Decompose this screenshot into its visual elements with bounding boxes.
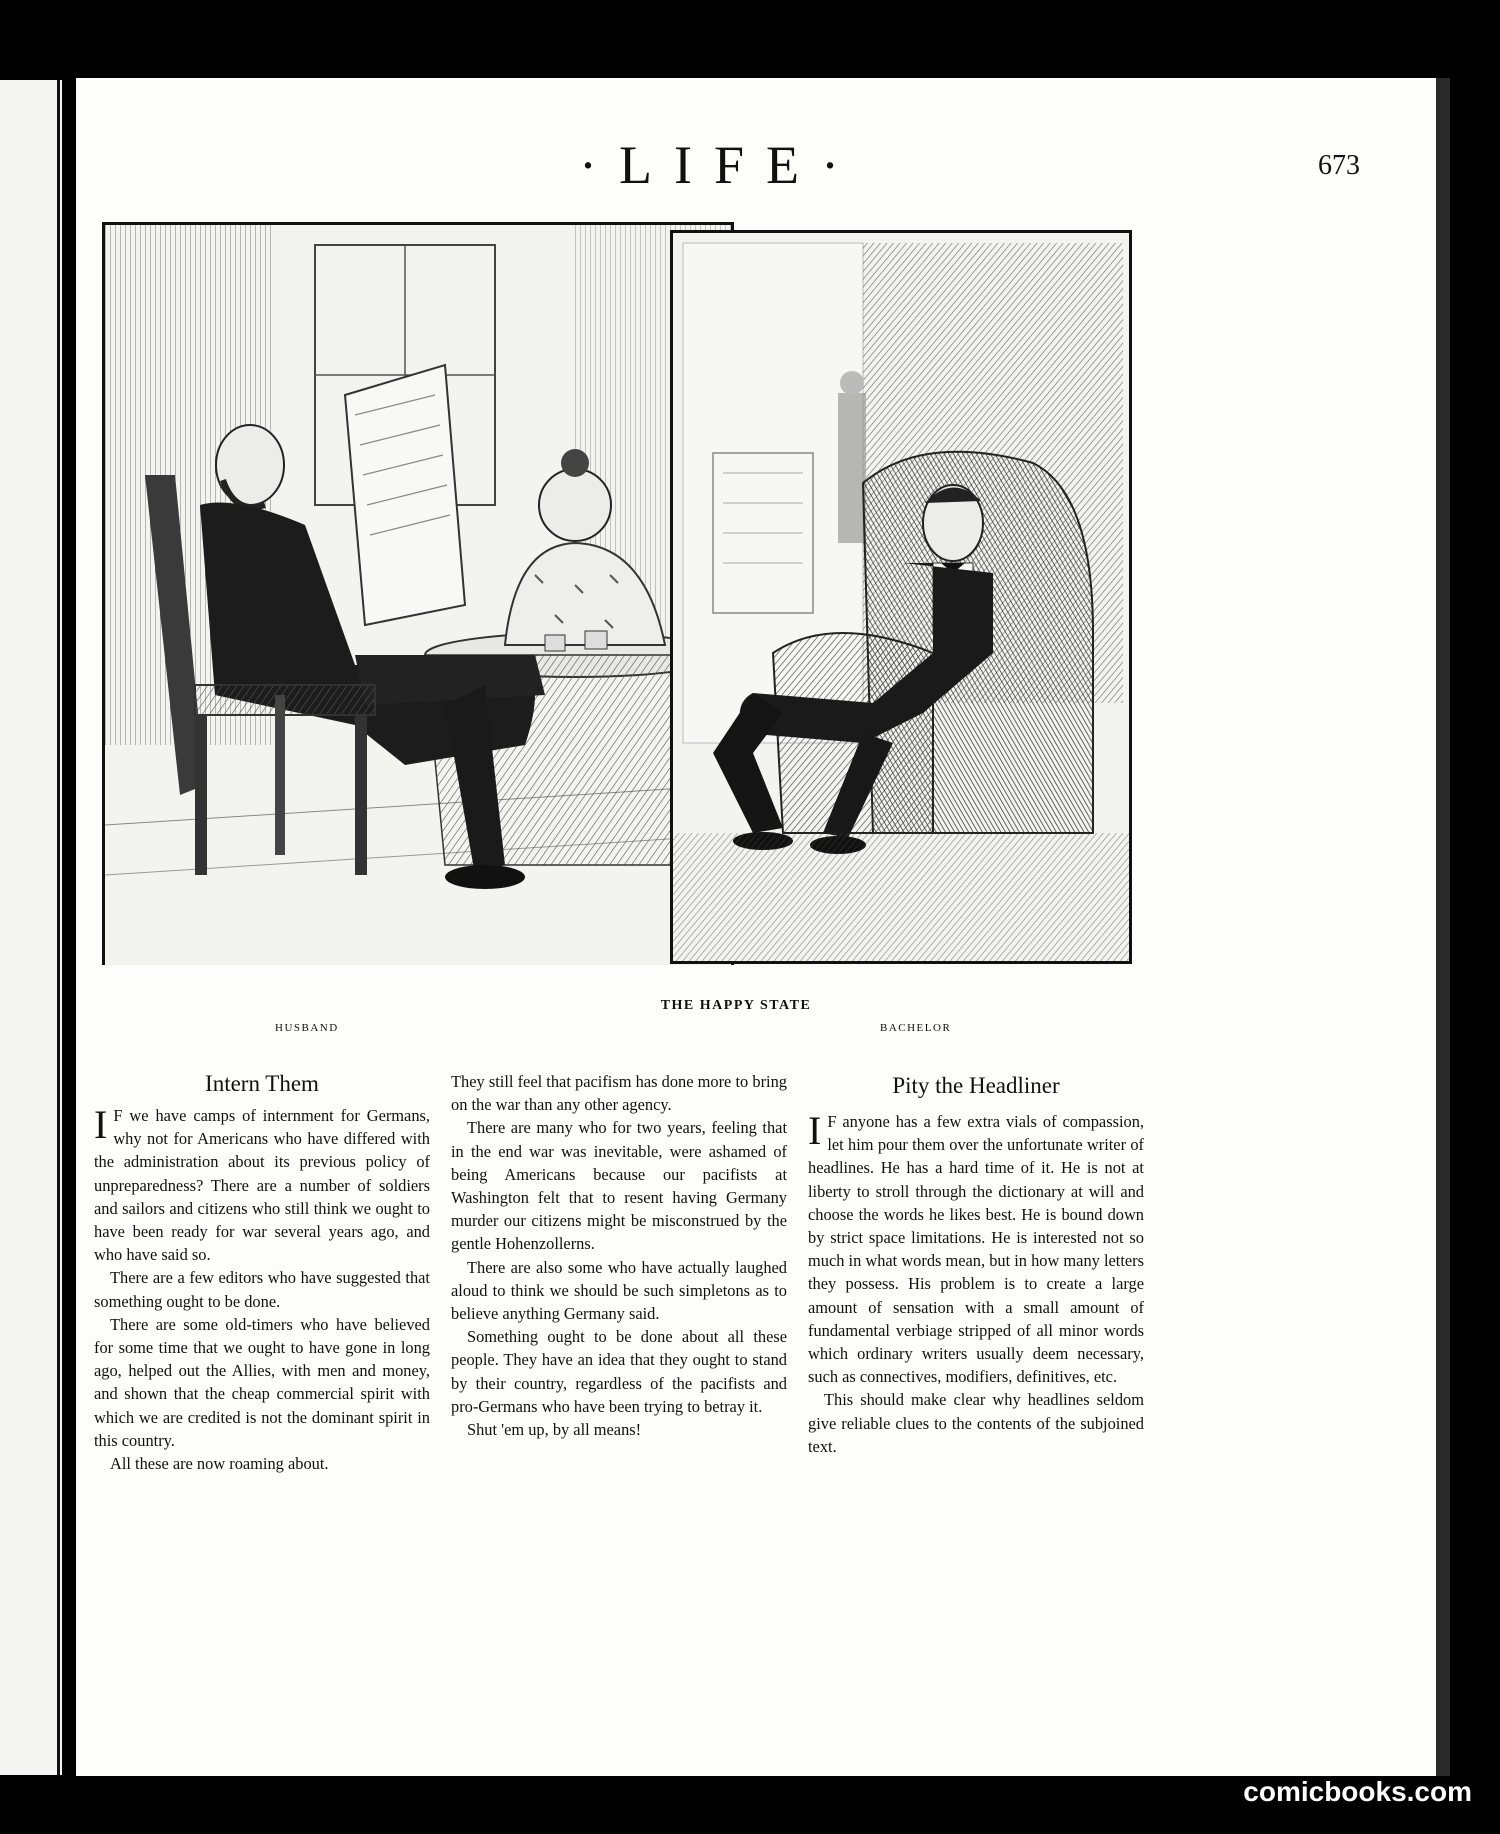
bachelor-illustration (670, 230, 1132, 964)
drop-cap: I (808, 1108, 822, 1153)
left-panel-label: HUSBAND (275, 1022, 339, 1034)
article-heading-pity-the-headliner: Pity the Headliner (892, 1073, 1060, 1098)
article-paragraph: I F anyone has a few extra vials of compassion, let him pour them over the unfortunate writer of headlines. He has a hard time of it. He is not at liberty to stroll through the dictionary at will and choose the words he likes best. He is bound down by strict space limitations. He is interested not so much in what words mean, but in how many letters they possess. His problem is to create a large amount of sensation with a small amount of fundamental verbiage stripped of all minor words which ordinary writers usually deem necessary, such as connectives, modifiers, definitives, etc. (808, 1108, 1144, 1387)
article-paragraph: All these are now roaming about. (110, 1454, 329, 1474)
article-paragraph: This should make clear why headlines seldom give reliable clues to the contents of the subjoined text. (808, 1390, 1144, 1456)
bachelor-scene-drawing (673, 233, 1129, 961)
article-paragraph: There are some old-timers who have believed for some time that we ought to have gone in long ago, helped out the Allies, with men and money, and shown that the cheap commercial spirit with which we are credited is not the dominant spirit in this country. (94, 1314, 430, 1450)
article-column-1 (94, 1070, 430, 1475)
article-paragraph: They still feel that pacifism has done more to bring on the war than any other agency. (451, 1072, 787, 1115)
article-paragraph: Something ought to be done about all these people. They have an idea that they ought to stand by their country, regardless of the pacifists and pro-Germans who have been trying to betray it. (451, 1327, 787, 1416)
article-paragraph: There are also some who have actually laughed aloud to think we should be such simpletons as to believe anything Germany said. (451, 1257, 787, 1324)
article-column-3 (808, 1070, 1144, 1458)
illustration-title: THE HAPPY STATE (660, 998, 812, 1013)
article-column-2 (451, 1070, 787, 1441)
article-heading-intern-them: Intern Them (205, 1071, 319, 1096)
page-number: 673 (1318, 150, 1360, 181)
article-paragraph: Shut 'em up, by all means! (467, 1420, 642, 1440)
masthead: ·LIFE· (579, 135, 861, 195)
husband-scene-drawing (105, 225, 731, 965)
article-paragraph: I F we have camps of internment for Germans, why not for Americans who have differed with the administration about its previous policy of unpreparedness? There are a number of soldiers and sailors and citizens who still think we ought to have been ready for war several years ago, and who have said so. (94, 1102, 430, 1265)
drop-cap: I (94, 1102, 108, 1147)
article-paragraph: There are a few editors who have suggested that something ought to be done. (94, 1268, 430, 1311)
husband-illustration (102, 222, 734, 965)
watermark: comicbooks.com (1243, 1776, 1472, 1807)
right-panel-label: BACHELOR (880, 1022, 952, 1034)
facing-page-edge (0, 80, 62, 1775)
article-paragraph: There are many who for two years, feeling that in the end war was inevitable, were ashamed of being Americans because our pacifists at Washington felt that to resent having Germany murder our citizens might be misconstrued by the gentle Hohenzollerns. (451, 1118, 787, 1254)
page-binding-edge (1436, 78, 1450, 1776)
